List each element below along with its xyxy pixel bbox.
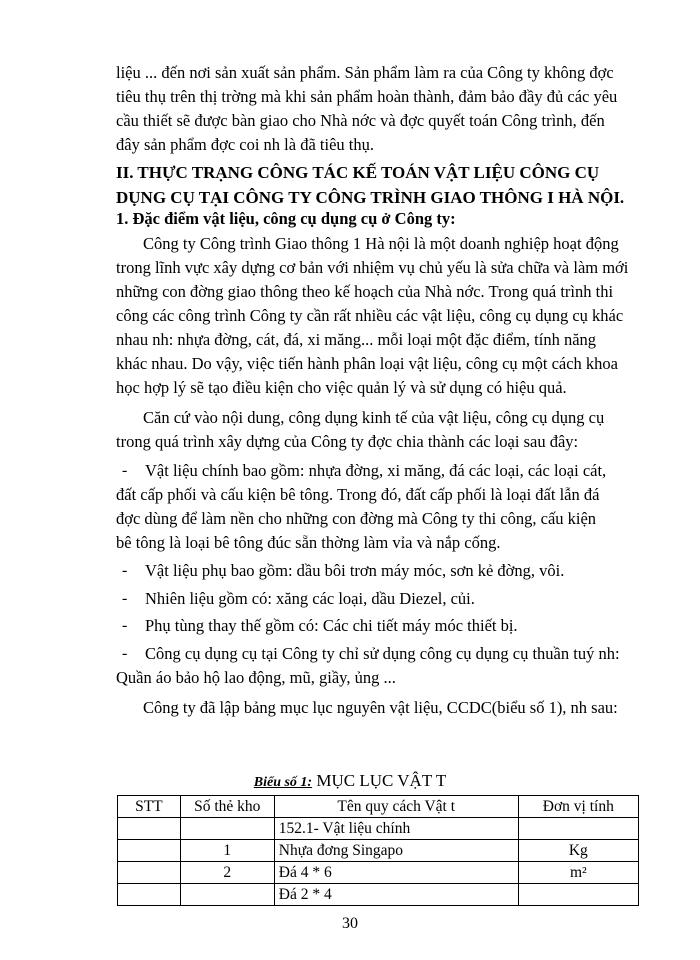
cell-material-name: Đá 4 * 6	[274, 862, 518, 884]
table-row	[118, 884, 639, 906]
bullet-dash: -	[122, 617, 128, 634]
header-stt: STT	[118, 796, 181, 818]
text-line: trong quá trình xây dựng của Công ty đợc chia thành các loại sau đây:	[116, 432, 579, 451]
cell-unit	[518, 818, 638, 840]
bullet-dash: -	[122, 562, 128, 579]
cell-stock-card: 1	[180, 840, 274, 862]
text-line: tiêu thụ trên thị trờng mà khi sản phẩm hoàn thành, đảm bảo đầy đủ các yêu	[116, 87, 618, 106]
table-row	[118, 840, 639, 862]
table-row	[118, 818, 639, 840]
table-row	[118, 862, 639, 884]
cell-stock-card	[180, 818, 274, 840]
text-line: liệu ... đến nơi sản xuất sản phẩm. Sản phẩm làm ra của Công ty không đợc	[116, 63, 614, 82]
text-line: Phụ tùng thay thế gồm có: Các chi tiết máy móc thiết bị.	[145, 616, 518, 635]
text-line: học hợp lý sẽ tạo điều kiện cho việc quản lý và sử dụng có hiệu quả.	[116, 378, 567, 397]
text-line: đây sản phẩm đợc coi nh là đã tiêu thụ.	[116, 135, 374, 154]
text-line: khác nhau. Do vậy, việc tiến hành phân loại vật liệu, công cụ một cách khoa	[116, 354, 619, 373]
material-catalog-table	[117, 795, 639, 906]
cell-material-name: Nhựa đơng Singapo	[274, 840, 518, 862]
text-line: cầu thiết sẽ được bàn giao cho Nhà nớc và đợc quyết toán Công trình, đến	[116, 111, 605, 130]
text-line: trong lĩnh vực xây dựng cơ bản với nhiệm vụ chủ yếu là sửa chữa và làm mới	[116, 258, 629, 277]
text-line: Quần áo bảo hộ lao động, mũ, giầy, ủng ...	[116, 668, 396, 687]
bullet-dash: -	[122, 462, 128, 479]
table-caption-prefix: Biểu số 1:	[253, 775, 313, 790]
table-caption-title: MỤC LỤC VẬT T	[312, 771, 447, 790]
text-line: đợc dùng để làm nền cho những con đờng mà Công ty thi công, cấu kiện	[116, 509, 597, 528]
cell-material-name: 152.1- Vật liệu chính	[274, 818, 518, 840]
cell-stock-card	[180, 884, 274, 906]
cell-material-name: Đá 2 * 4	[274, 884, 518, 906]
cell-stt	[118, 862, 181, 884]
page-number: 30	[342, 915, 358, 932]
cell-stt	[118, 818, 181, 840]
header-unit: Đơn vị tính	[518, 796, 638, 818]
section-heading-line-2: DỤNG CỤ TẠI CÔNG TY CÔNG TRÌNH GIAO THÔNG I HÀ NỘI.	[116, 188, 625, 207]
text-line: Căn cứ vào nội dung, công dụng kinh tế của vật liệu, công cụ dụng cụ	[143, 408, 605, 427]
cell-unit: Kg	[518, 840, 638, 862]
table-header-row	[118, 796, 639, 818]
text-line: bê tông là loại bê tông đúc sẵn thờng làm vỉa và nắp cống.	[116, 533, 501, 552]
text-line: Công ty đã lập bảng mục lục nguyên vật liệu, CCDC(biểu số 1), nh sau:	[143, 698, 618, 717]
text-line: Công cụ dụng cụ tại Công ty chỉ sử dụng công cụ dụng cụ thuần tuý nh:	[145, 644, 620, 663]
cell-stock-card: 2	[180, 862, 274, 884]
cell-stt	[118, 840, 181, 862]
subsection-heading: 1. Đặc điểm vật liệu, công cụ dụng cụ ở Công ty:	[116, 209, 456, 228]
text-line: công các công trình Công ty cần rất nhiều các vật liệu, công cụ dụng cụ khác	[116, 306, 624, 325]
bullet-dash: -	[122, 590, 128, 607]
table-caption	[0, 771, 700, 791]
text-line: nhau nh: nhựa đờng, cát, đá, xi măng... mỗi loại một đặc điểm, tính năng	[116, 330, 597, 349]
text-line: Vật liệu phụ bao gồm: dầu bôi trơn máy móc, sơn kẻ đờng, vôi.	[145, 561, 565, 580]
cell-stt	[118, 884, 181, 906]
cell-unit: m²	[518, 862, 638, 884]
bullet-dash: -	[122, 645, 128, 662]
text-line: Vật liệu chính bao gồm: nhựa đờng, xi măng, đá các loại, các loại cát,	[145, 461, 607, 480]
text-line: những con đờng giao thông theo kế hoạch của Nhà nớc. Trong quá trình thi	[116, 282, 614, 301]
header-material-name: Tên quy cách Vật t	[274, 796, 518, 818]
cell-unit	[518, 884, 638, 906]
text-line: Công ty Công trình Giao thông 1 Hà nội là một doanh nghiệp hoạt động	[143, 234, 619, 253]
text-line: đất cấp phối và cấu kiện bê tông. Trong đó, đất cấp phối là loại đất lẫn đá	[116, 485, 600, 504]
header-stock-card: Số thẻ kho	[180, 796, 274, 818]
text-line: Nhiên liệu gồm có: xăng các loại, dầu Diezel, củi.	[145, 589, 475, 608]
section-heading-line-1: II. THỰC TRẠNG CÔNG TÁC KẾ TOÁN VẬT LIỆU CÔNG CỤ	[116, 163, 600, 182]
